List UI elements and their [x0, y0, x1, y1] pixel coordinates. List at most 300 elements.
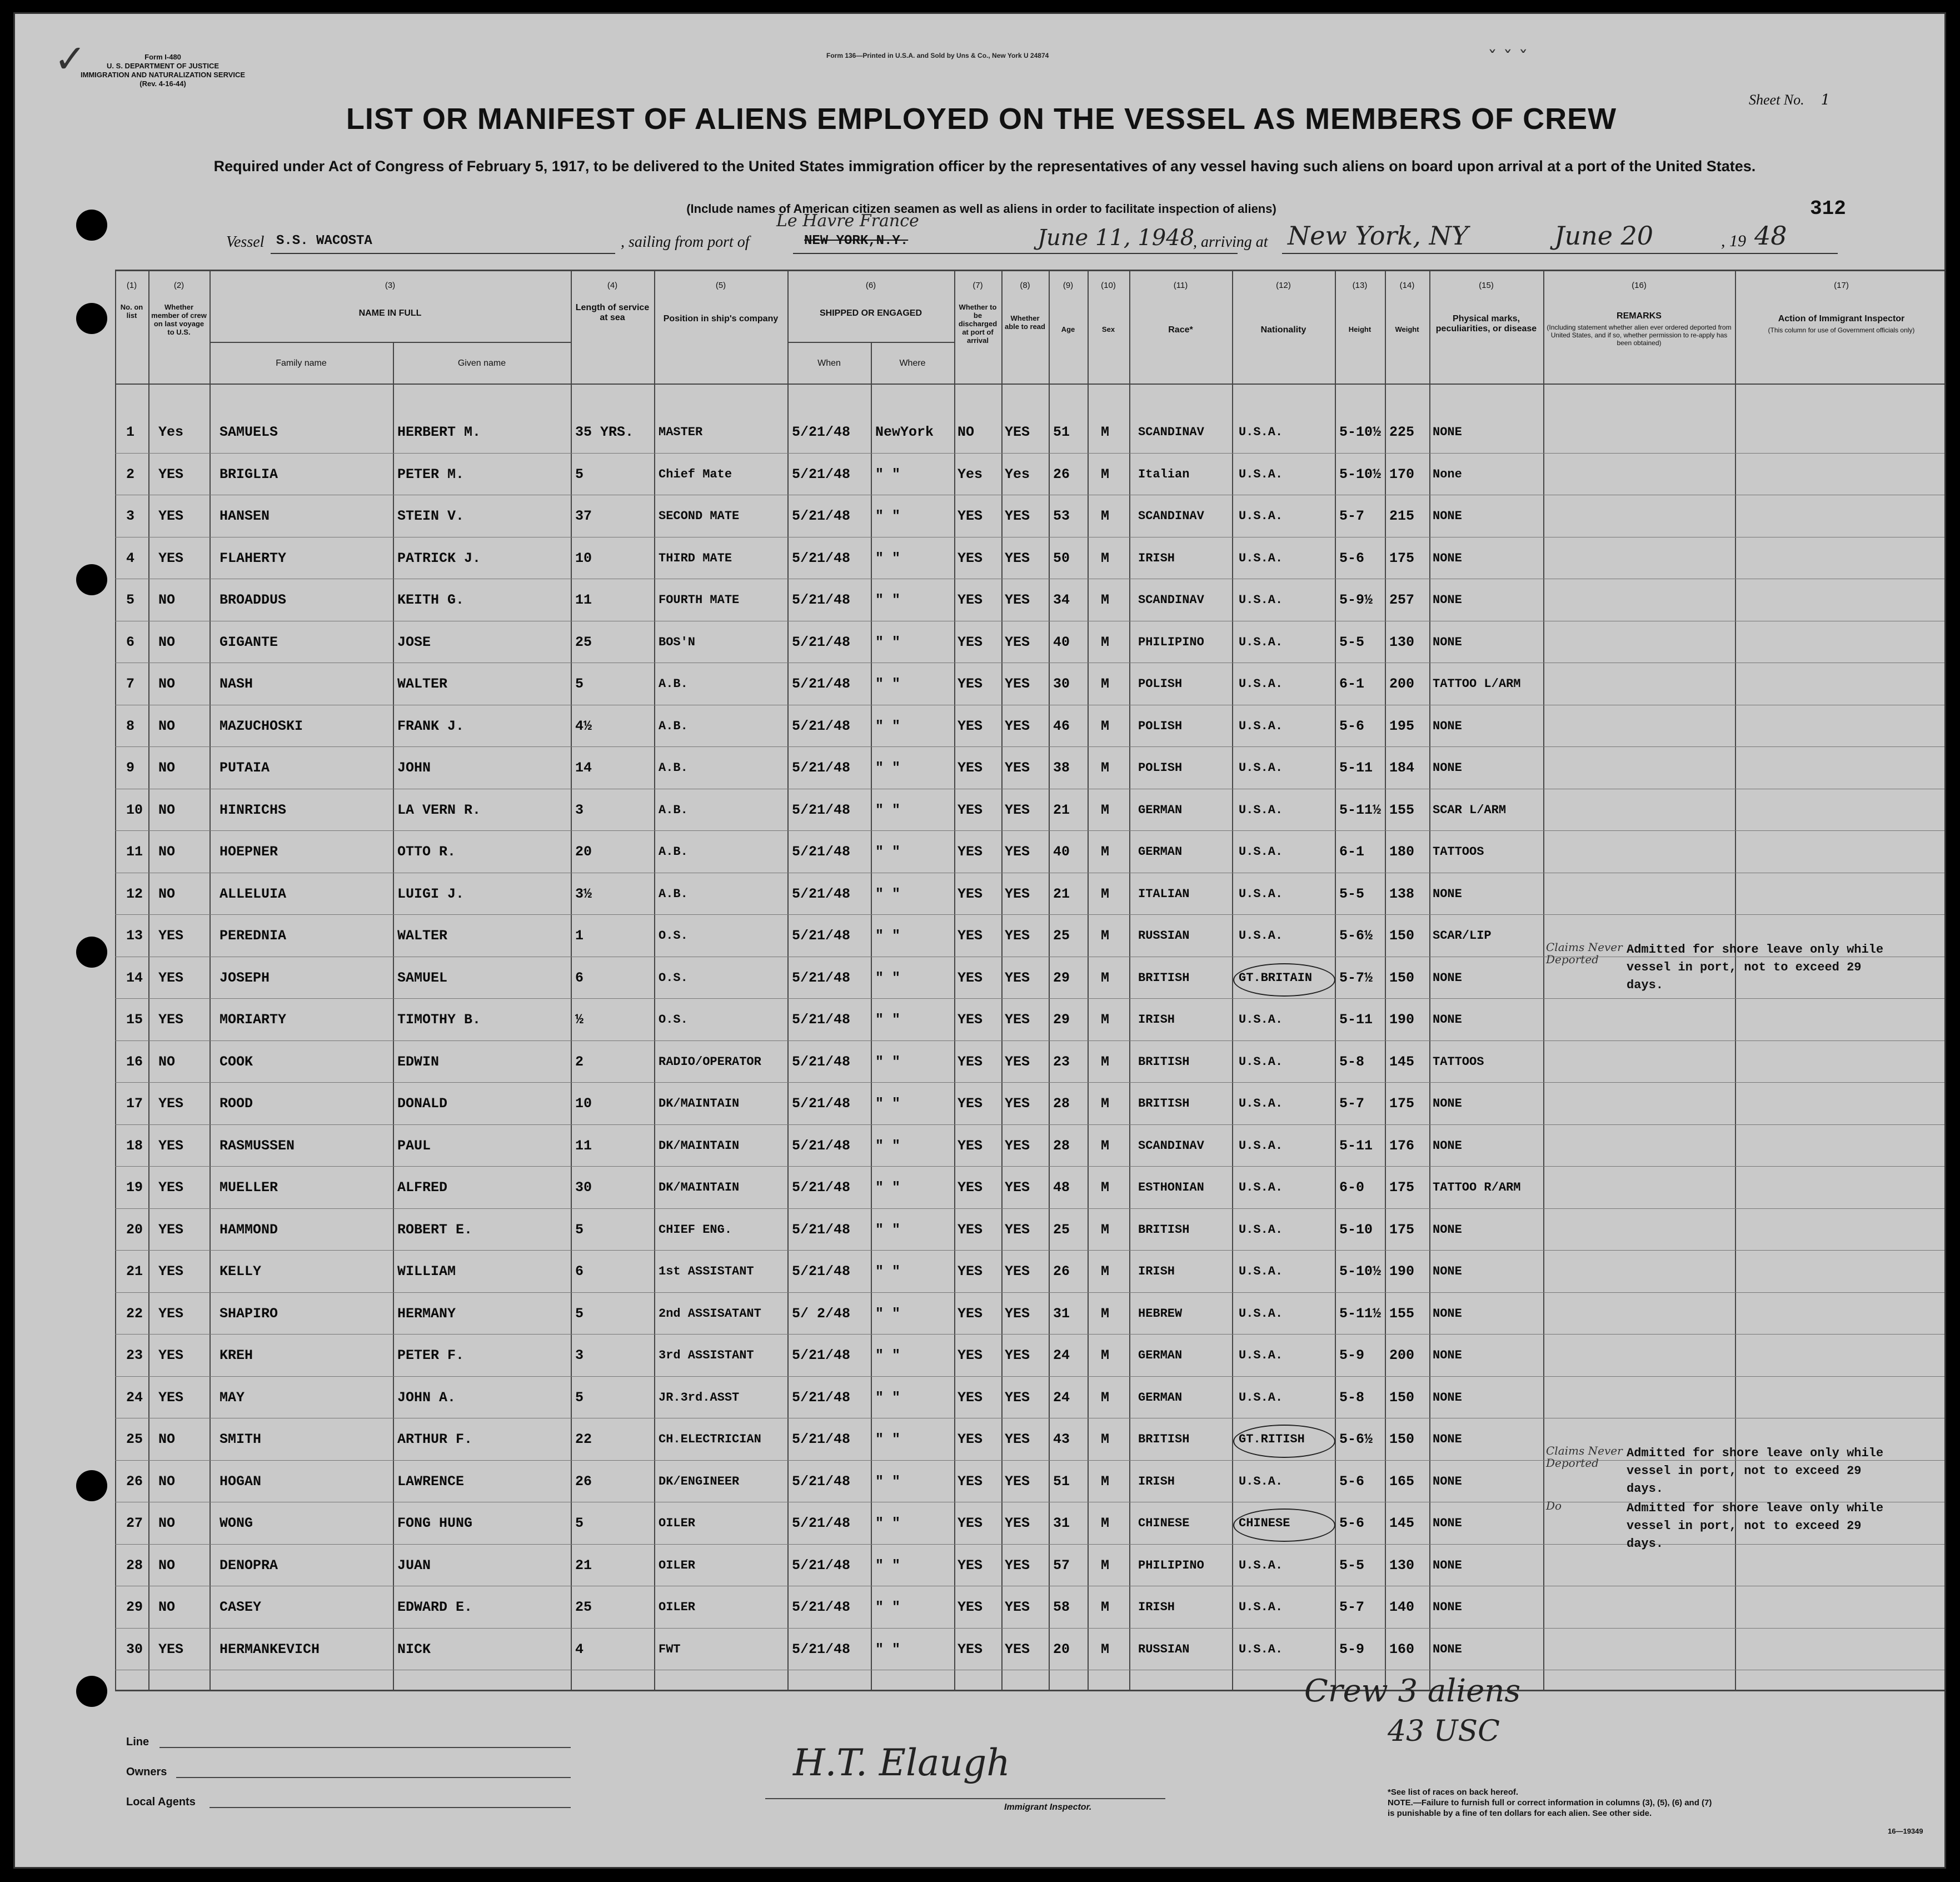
cell-disch: Yes [957, 466, 983, 482]
cell-when: 5/21/48 [792, 928, 851, 944]
remark-handwritten: Claims Never Deported [1546, 940, 1623, 966]
cell-nat: U.S.A. [1239, 1013, 1283, 1027]
cell-weight: 215 [1389, 508, 1415, 524]
cell-marks: NONE [1433, 1432, 1462, 1446]
cell-when: 5/21/48 [792, 844, 851, 860]
cell-service: 1 [575, 928, 584, 944]
column-number: (17) [1834, 281, 1849, 290]
row-rule [115, 1208, 1946, 1209]
cell-nat: U.S.A. [1239, 845, 1283, 859]
cell-height: 5-6 [1339, 550, 1365, 566]
cell-given: TIMOTHY B. [397, 1012, 481, 1028]
footnote-line-3: is punishable by a fine of ten dollars for each alien. See other side. [1388, 1809, 1652, 1818]
cell-service: 5 [575, 1515, 584, 1531]
cell-disch: YES [957, 1641, 983, 1657]
cell-given: JUAN [397, 1557, 431, 1574]
revision: (Rev. 4-16-44) [139, 79, 186, 88]
cell-read: YES [1005, 1137, 1030, 1154]
cell-no: 18 [126, 1137, 143, 1154]
cell-service: 6 [575, 1263, 584, 1279]
cell-no: 3 [126, 508, 135, 524]
column-number: (10) [1101, 281, 1116, 290]
cell-where: " " [875, 1263, 901, 1279]
cell-where: " " [875, 1221, 901, 1238]
cell-disch: YES [957, 885, 983, 902]
cell-read: YES [1005, 1389, 1030, 1406]
cell-where: " " [875, 801, 901, 818]
cell-height: 5-10 [1339, 1221, 1373, 1238]
cell-family: COOK [220, 1053, 253, 1070]
cell-height: 5-11 [1339, 1012, 1373, 1028]
cell-nat: U.S.A. [1239, 1054, 1283, 1069]
cell-age: 31 [1053, 1305, 1070, 1322]
cell-race: SCANDINAV [1138, 509, 1204, 523]
cell-age: 24 [1053, 1389, 1070, 1406]
cell-family: HOEPNER [220, 844, 278, 860]
column-number: (14) [1399, 281, 1415, 290]
cell-no: 17 [126, 1096, 143, 1112]
check-mark-icon: ✓ [54, 36, 87, 82]
cell-nat: U.S.A. [1239, 425, 1283, 439]
cell-when: 5/21/48 [792, 1557, 851, 1574]
column-rule [871, 342, 872, 1690]
nationality-circle [1233, 963, 1335, 997]
cell-where: " " [875, 1053, 901, 1070]
cell-where: " " [875, 1557, 901, 1574]
cell-family: BROADDUS [220, 592, 287, 608]
cell-position: Chief Mate [659, 467, 732, 481]
cell-when: 5/21/48 [792, 1137, 851, 1154]
cell-height: 5-8 [1339, 1389, 1365, 1406]
cell-where: " " [875, 844, 901, 860]
column-rule [571, 270, 572, 1690]
cell-read: YES [1005, 1096, 1030, 1112]
cell-position: OILER [659, 1600, 696, 1614]
cell-position: FWT [659, 1642, 681, 1656]
cell-family: SHAPIRO [220, 1305, 278, 1322]
cell-marks: NONE [1433, 1222, 1462, 1237]
instruction-note: (Include names of American citizen seamen as well as aliens in order to facilitate inspection of aliens) [686, 202, 1276, 216]
cell-nat: U.S.A. [1239, 1642, 1283, 1656]
cell-disch: YES [957, 1053, 983, 1070]
cell-where: " " [875, 676, 901, 692]
cell-where: " " [875, 1599, 901, 1615]
document-subtitle: Required under Act of Congress of February 5, 1917, to be delivered to the United States immigration officer by the representatives of any vessel having such aliens on board upon arrival at a port of the United States. [213, 158, 1756, 175]
cell-weight: 155 [1389, 801, 1415, 818]
cell-when: 5/21/48 [792, 1096, 851, 1112]
cell-read: YES [1005, 1473, 1030, 1490]
cell-given: JOHN [397, 760, 431, 776]
cell-nat: U.S.A. [1239, 467, 1283, 481]
cell-disch: YES [957, 592, 983, 608]
cell-height: 5-11½ [1339, 801, 1382, 818]
cell-age: 26 [1053, 1263, 1070, 1279]
cell-nat: U.S.A. [1239, 803, 1283, 817]
cell-height: 5-6½ [1339, 928, 1373, 944]
column-header-note: (Including statement whether alien ever ordered deported from United States, and if so, whether permission to re-apply has been obtained) [1547, 323, 1732, 347]
cell-family: ALLELUIA [220, 885, 287, 902]
cell-read: YES [1005, 1305, 1030, 1322]
cell-last: YES [158, 1096, 184, 1112]
cell-last: NO [158, 1431, 176, 1447]
cell-service: 20 [575, 844, 592, 860]
cell-nat: U.S.A. [1239, 677, 1283, 691]
column-header: Weight [1395, 325, 1419, 333]
remark-typed: Admitted for shore leave only while vessel in port, not to exceed 29 days. [1627, 1446, 1884, 1496]
remark-typed: Admitted for shore leave only while vessel in port, not to exceed 29 days. [1627, 1501, 1884, 1551]
cell-where: " " [875, 1431, 901, 1447]
cell-service: 5 [575, 1305, 584, 1322]
cell-when: 5/21/48 [792, 466, 851, 482]
row-rule [115, 746, 1946, 747]
cell-race: IRISH [1138, 1600, 1175, 1614]
cell-position: O.S. [659, 1013, 688, 1027]
remark-handwritten: Do [1546, 1499, 1562, 1512]
cell-age: 58 [1053, 1599, 1070, 1615]
cell-sex: M [1101, 1431, 1110, 1447]
cell-last: NO [158, 885, 176, 902]
cell-nat: U.S.A. [1239, 1264, 1283, 1278]
row-rule [115, 1250, 1946, 1251]
cell-given: DONALD [397, 1096, 448, 1112]
column-header: Length of service at sea [575, 303, 650, 322]
cell-height: 5-6½ [1339, 1431, 1373, 1447]
cell-service: 25 [575, 634, 592, 650]
cell-height: 5-6 [1339, 718, 1365, 734]
cell-race: HEBREW [1138, 1306, 1183, 1321]
cell-given: EDWARD E. [397, 1599, 473, 1615]
cell-position: JR.3rd.ASST [659, 1390, 740, 1405]
local-agents-label: Local Agents [126, 1796, 196, 1808]
sheet-value: 1 [1821, 92, 1831, 108]
cell-age: 57 [1053, 1557, 1070, 1574]
line-label: Line [126, 1736, 149, 1748]
cell-marks: NONE [1433, 1600, 1462, 1614]
cell-when: 5/21/48 [792, 1599, 851, 1615]
cell-position: A.B. [659, 719, 688, 733]
cell-given: PETER F. [397, 1347, 465, 1363]
cell-disch: YES [957, 634, 983, 650]
row-rule [115, 1376, 1946, 1377]
column-rule [1543, 270, 1544, 1690]
cell-marks: NONE [1433, 509, 1462, 523]
cell-race: PHILIPINO [1138, 635, 1204, 649]
cell-weight: 195 [1389, 718, 1415, 734]
cell-service: 10 [575, 1096, 592, 1112]
stamp-number: 312 [1810, 197, 1846, 220]
cell-service: 3½ [575, 885, 592, 902]
row-rule [115, 1628, 1946, 1629]
cell-nat: U.S.A. [1239, 1390, 1283, 1405]
cell-where: " " [875, 1473, 901, 1490]
cell-where: " " [875, 1515, 901, 1531]
cell-when: 5/21/48 [792, 1347, 851, 1363]
cell-given: KEITH G. [397, 592, 465, 608]
cell-marks: NONE [1433, 1474, 1462, 1488]
footnote [1388, 1787, 1904, 1819]
cell-age: 34 [1053, 592, 1070, 608]
cell-sex: M [1101, 1012, 1110, 1028]
cell-when: 5/21/48 [792, 1012, 851, 1028]
cell-sex: M [1101, 1641, 1110, 1657]
cell-disch: NO [957, 424, 975, 440]
cell-weight: 175 [1389, 1221, 1415, 1238]
punch-hole [76, 564, 107, 595]
cell-service: 4 [575, 1641, 584, 1657]
cell-sex: M [1101, 1305, 1110, 1322]
table-bottom-rule [115, 1690, 1946, 1691]
cell-age: 21 [1053, 801, 1070, 818]
cell-marks: NONE [1433, 1348, 1462, 1362]
column-number: (4) [607, 281, 618, 290]
cell-when: 5/21/48 [792, 1179, 851, 1196]
cell-when: 5/21/48 [792, 550, 851, 566]
cell-disch: YES [957, 1179, 983, 1196]
column-rule [115, 270, 116, 1690]
cell-nat: U.S.A. [1239, 1181, 1283, 1194]
cell-where: " " [875, 1305, 901, 1322]
cell-when: 5/21/48 [792, 885, 851, 902]
cell-family: KREH [220, 1347, 253, 1363]
cell-position: A.B. [659, 845, 688, 859]
cell-read: YES [1005, 718, 1030, 734]
cell-nat: U.S.A. [1239, 887, 1283, 901]
column-subheader: Given name [457, 359, 506, 368]
cell-where: " " [875, 592, 901, 608]
print-code: 16—19349 [1888, 1827, 1923, 1835]
cell-given: ROBERT E. [397, 1221, 473, 1238]
cell-race: GERMAN [1138, 1390, 1183, 1405]
cell-read: YES [1005, 1515, 1030, 1531]
cell-last: YES [158, 928, 184, 944]
tick-mark-icon: ˇ ˇ ˇ [1488, 47, 1528, 69]
cell-disch: YES [957, 508, 983, 524]
cell-age: 26 [1053, 466, 1070, 482]
cell-read: YES [1005, 1012, 1030, 1028]
cell-when: 5/21/48 [792, 1263, 851, 1279]
cell-when: 5/21/48 [792, 1389, 851, 1406]
cell-race: POLISH [1138, 677, 1183, 691]
column-number: (2) [173, 281, 184, 290]
cell-race: BRITISH [1138, 1054, 1190, 1069]
cell-last: NO [158, 1515, 176, 1531]
form-identifier [81, 53, 245, 88]
cell-disch: YES [957, 1473, 983, 1490]
cell-no: 21 [126, 1263, 143, 1279]
column-number: (6) [865, 281, 876, 290]
cell-family: HANSEN [220, 508, 270, 524]
cell-height: 5-5 [1339, 885, 1365, 902]
cell-given: PATRICK J. [397, 550, 481, 566]
cell-family: RASMUSSEN [220, 1137, 295, 1154]
cell-height: 5-7 [1339, 1599, 1365, 1615]
name-subheader-rule [210, 342, 571, 343]
cell-position: RADIO/OPERATOR [659, 1054, 761, 1069]
cell-no: 25 [126, 1431, 143, 1447]
column-header: Whether to be discharged at port of arrival [958, 303, 998, 345]
cell-age: 28 [1053, 1137, 1070, 1154]
cell-sex: M [1101, 1221, 1110, 1238]
cell-age: 51 [1053, 1473, 1070, 1490]
cell-when: 5/21/48 [792, 1473, 851, 1490]
cell-given: JOHN A. [397, 1389, 456, 1406]
cell-last: YES [158, 508, 184, 524]
cell-age: 28 [1053, 1096, 1070, 1112]
cell-nat: U.S.A. [1239, 1222, 1283, 1237]
cell-where: " " [875, 550, 901, 566]
cell-family: JOSEPH [220, 969, 270, 986]
cell-family: GIGANTE [220, 634, 278, 650]
cell-disch: YES [957, 676, 983, 692]
cell-last: YES [158, 969, 184, 986]
cell-marks: NONE [1433, 1138, 1462, 1153]
column-header: Race* [1168, 325, 1193, 335]
cell-sex: M [1101, 1599, 1110, 1615]
cell-no: 30 [126, 1641, 143, 1657]
column-rule [210, 270, 211, 1690]
cell-last: NO [158, 801, 176, 818]
cell-where: " " [875, 508, 901, 524]
cell-family: HINRICHS [220, 801, 287, 818]
cell-height: 5-11 [1339, 1137, 1373, 1154]
cell-read: YES [1005, 844, 1030, 860]
cell-last: YES [158, 1012, 184, 1028]
sheet-label: Sheet No. [1749, 92, 1804, 108]
cell-given: OTTO R. [397, 844, 456, 860]
cell-weight: 184 [1389, 760, 1415, 776]
cell-marks: TATTOOS [1433, 845, 1484, 859]
cell-given: JOSE [397, 634, 431, 650]
row-rule [115, 1082, 1946, 1083]
vessel-name: S.S. WACOSTA [276, 233, 372, 248]
row-rule [115, 830, 1946, 831]
cell-no: 24 [126, 1389, 143, 1406]
row-rule [115, 914, 1946, 915]
cell-no: 22 [126, 1305, 143, 1322]
nationality-circle [1233, 1425, 1335, 1458]
cell-no: 8 [126, 718, 135, 734]
cell-weight: 155 [1389, 1305, 1415, 1322]
cell-no: 15 [126, 1012, 143, 1028]
cell-height: 5-9½ [1339, 592, 1373, 608]
cell-where: " " [875, 760, 901, 776]
cell-disch: YES [957, 1096, 983, 1112]
sailing-date: June 11, 1948 [1038, 225, 1195, 251]
cell-position: O.S. [659, 970, 688, 985]
cell-last: NO [158, 718, 176, 734]
cell-where: " " [875, 1389, 901, 1406]
cell-sex: M [1101, 1347, 1110, 1363]
cell-age: 20 [1053, 1641, 1070, 1657]
cell-last: NO [158, 1053, 176, 1070]
port-handwritten: Le Havre France [776, 211, 919, 231]
cell-nat: U.S.A. [1239, 1558, 1283, 1572]
cell-read: YES [1005, 1557, 1030, 1574]
arrival-date: June 20 [1554, 221, 1654, 251]
cell-read: YES [1005, 1347, 1030, 1363]
cell-nat: U.S.A. [1239, 1348, 1283, 1362]
cell-given: WALTER [397, 928, 448, 944]
cell-when: 5/ 2/48 [792, 1305, 851, 1322]
cell-given: HERBERT M. [397, 424, 481, 440]
cell-last: YES [158, 1137, 184, 1154]
cell-service: 5 [575, 466, 584, 482]
cell-age: 25 [1053, 928, 1070, 944]
cell-nat: U.S.A. [1239, 1138, 1283, 1153]
cell-no: 1 [126, 424, 135, 440]
cell-nat: U.S.A. [1239, 761, 1283, 775]
remark-typed: Admitted for shore leave only while vessel in port, not to exceed 29 days. [1627, 942, 1884, 992]
cell-disch: YES [957, 550, 983, 566]
cell-no: 13 [126, 928, 143, 944]
cell-weight: 190 [1389, 1263, 1415, 1279]
cell-last: YES [158, 1389, 184, 1406]
cell-disch: YES [957, 1431, 983, 1447]
cell-no: 10 [126, 801, 143, 818]
cell-no: 6 [126, 634, 135, 650]
cell-family: MAY [220, 1389, 245, 1406]
cell-position: SECOND MATE [659, 509, 740, 523]
row-rule [115, 453, 1946, 454]
cell-position: A.B. [659, 761, 688, 775]
cell-where: " " [875, 1137, 901, 1154]
column-rule [1129, 270, 1130, 1690]
cell-service: 14 [575, 760, 592, 776]
cell-read: YES [1005, 969, 1030, 986]
cell-position: DK/ENGINEER [659, 1474, 740, 1488]
cell-when: 5/21/48 [792, 634, 851, 650]
cell-age: 25 [1053, 1221, 1070, 1238]
cell-last: NO [158, 1473, 176, 1490]
column-header: REMARKS [1617, 311, 1662, 321]
cell-service: ½ [575, 1012, 584, 1028]
cell-position: DK/MAINTAIN [659, 1097, 740, 1111]
cell-family: MORIARTY [220, 1012, 287, 1028]
row-rule [115, 1040, 1946, 1041]
cell-given: FRANK J. [397, 718, 465, 734]
cell-service: 5 [575, 676, 584, 692]
cell-race: ESTHONIAN [1138, 1181, 1204, 1194]
cell-nat: U.S.A. [1239, 719, 1283, 733]
cell-where: " " [875, 1641, 901, 1657]
row-rule [115, 998, 1946, 999]
column-number: (8) [1020, 281, 1030, 290]
cell-sex: M [1101, 1053, 1110, 1070]
row-rule [115, 1166, 1946, 1167]
cell-height: 5-5 [1339, 634, 1365, 650]
cell-disch: YES [957, 1389, 983, 1406]
cell-weight: 165 [1389, 1473, 1415, 1490]
cell-last: NO [158, 1557, 176, 1574]
cell-race: POLISH [1138, 719, 1183, 733]
department: U. S. DEPARTMENT OF JUSTICE [107, 62, 220, 70]
column-header: Height [1348, 325, 1371, 333]
cell-read: YES [1005, 634, 1030, 650]
cell-position: 1st ASSISTANT [659, 1264, 754, 1278]
cell-position: CH.ELECTRICIAN [659, 1432, 761, 1446]
cell-race: BRITISH [1138, 970, 1190, 985]
arrival-port: New York, NY [1288, 221, 1469, 251]
cell-weight: 200 [1389, 1347, 1415, 1363]
cell-when: 5/21/48 [792, 718, 851, 734]
cell-nat: CHINESE [1239, 1516, 1290, 1530]
cell-no: 5 [126, 592, 135, 608]
cell-marks: NONE [1433, 1306, 1462, 1321]
cell-position: MASTER [659, 425, 703, 439]
cell-race: SCANDINAV [1138, 425, 1204, 439]
nationality-circle [1233, 1508, 1335, 1542]
cell-service: 3 [575, 801, 584, 818]
